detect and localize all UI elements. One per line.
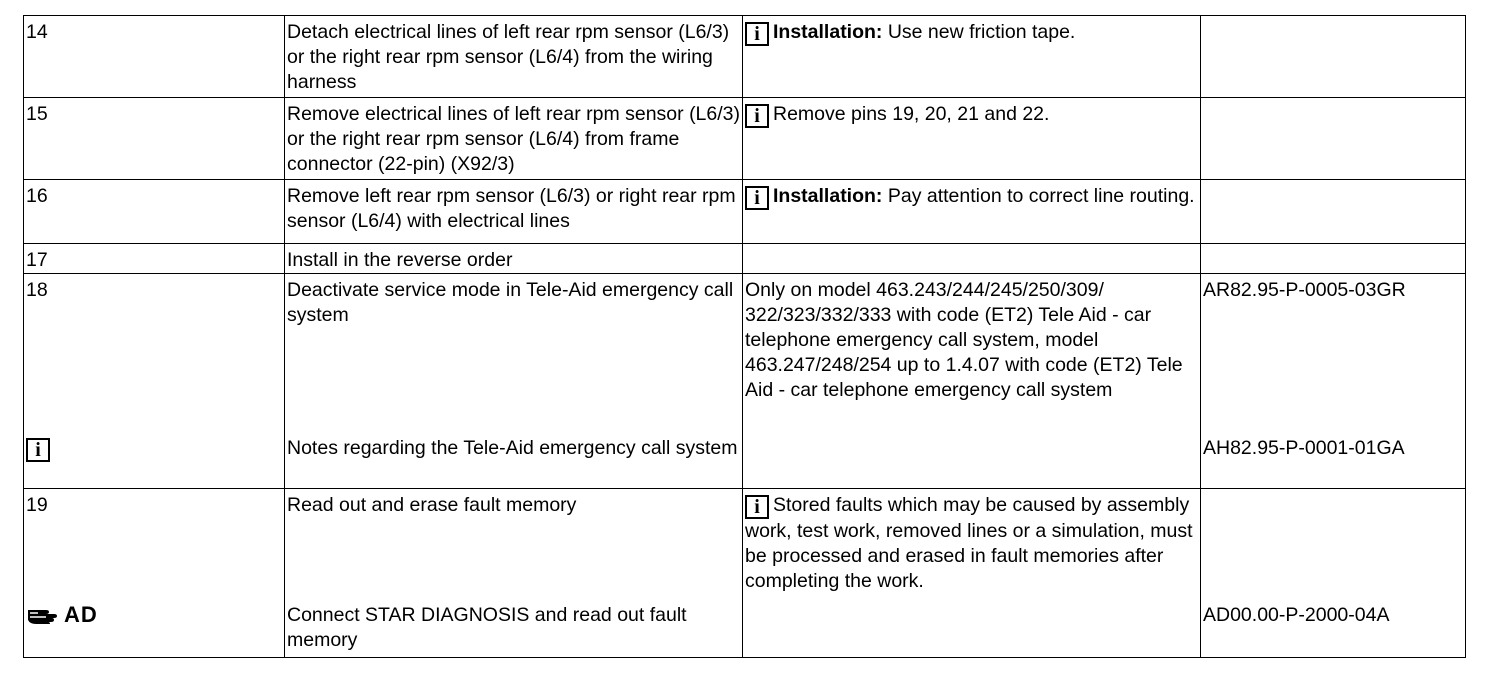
step-reference [1201, 98, 1466, 180]
sub-step-reference[interactable]: AD00.00-P-2000-04A [1203, 604, 1390, 626]
info-icon: i [745, 104, 769, 128]
step-action: Detach electrical lines of left rear rpm sensor (L6/3) or the right rear rpm sensor (L6/4) from the wiring harness [285, 16, 743, 98]
step-action: Remove electrical lines of left rear rpm sensor (L6/3) or the right rear rpm sensor (L6/4) from frame connector (22-pin) (X92/3) [285, 98, 743, 180]
info-icon: i [26, 438, 50, 462]
step-note [743, 98, 1201, 180]
step-number: 18 [26, 279, 48, 301]
sub-step-action: Connect STAR DIAGNOSIS and read out fault memory [287, 604, 687, 651]
step-reference-cell [1201, 489, 1466, 658]
note-text: Pay attention to correct line routing. [882, 185, 1195, 207]
step-number: 16 [24, 180, 285, 244]
step-number-cell [24, 489, 285, 658]
step-number: 17 [24, 244, 285, 274]
step-number-cell [24, 274, 285, 489]
table-row [24, 244, 1466, 274]
step-action: Remove left rear rpm sensor (L6/3) or right rear rpm sensor (L6/4) with electrical lines [285, 180, 743, 244]
info-icon: i [745, 186, 769, 210]
step-number: 19 [26, 494, 48, 516]
star-diagnosis-marker [26, 602, 98, 627]
table-row [24, 180, 1466, 244]
note-label: Installation: [773, 21, 883, 43]
step-note [743, 489, 1201, 658]
step-action-cell [285, 489, 743, 658]
step-reference [1201, 16, 1466, 98]
sub-step-action: Notes regarding the Tele-Aid emergency call system [287, 437, 738, 459]
note-text: Remove pins 19, 20, 21 and 22. [773, 103, 1050, 125]
sub-step-reference[interactable]: AH82.95-P-0001-01GA [1203, 437, 1405, 459]
info-icon: i [745, 495, 769, 519]
pointing-hand-icon [26, 604, 62, 626]
step-reference [1201, 244, 1466, 274]
note-text: Stored faults which may be caused by assembly work, test work, removed lines or a simulation, must be processed and erased in fault memories after completing the work. [745, 494, 1193, 592]
step-number: 15 [24, 98, 285, 180]
procedure-table [23, 15, 1466, 658]
step-action: Read out and erase fault memory [287, 494, 577, 516]
step-note: Only on model 463.243/244/245/250/309/ 322/323/332/333 with code (ET2) Tele Aid - car telephone emergency call system, model 463.247/248/254 up to 1.4.07 with code (ET2) Tele Aid - car telephone emergency call system [743, 274, 1201, 489]
note-text: Use new friction tape. [882, 21, 1076, 43]
note-label: Installation: [773, 185, 883, 207]
step-reference-cell [1201, 274, 1466, 489]
step-reference[interactable]: AR82.95-P-0005-03GR [1203, 279, 1406, 301]
step-action: Install in the reverse order [285, 244, 743, 274]
step-note [743, 244, 1201, 274]
step-action-cell [285, 274, 743, 489]
table-row [24, 274, 1466, 489]
step-reference[interactable] [1203, 493, 1463, 603]
step-note [743, 180, 1201, 244]
table-row [24, 489, 1466, 658]
step-number: 14 [24, 16, 285, 98]
ad-label: AD [64, 602, 98, 627]
step-note [743, 16, 1201, 98]
table-row [24, 16, 1466, 98]
step-action: Deactivate service mode in Tele-Aid emergency call system [287, 279, 734, 326]
info-icon: i [745, 22, 769, 46]
step-reference [1201, 180, 1466, 244]
table-row [24, 98, 1466, 180]
